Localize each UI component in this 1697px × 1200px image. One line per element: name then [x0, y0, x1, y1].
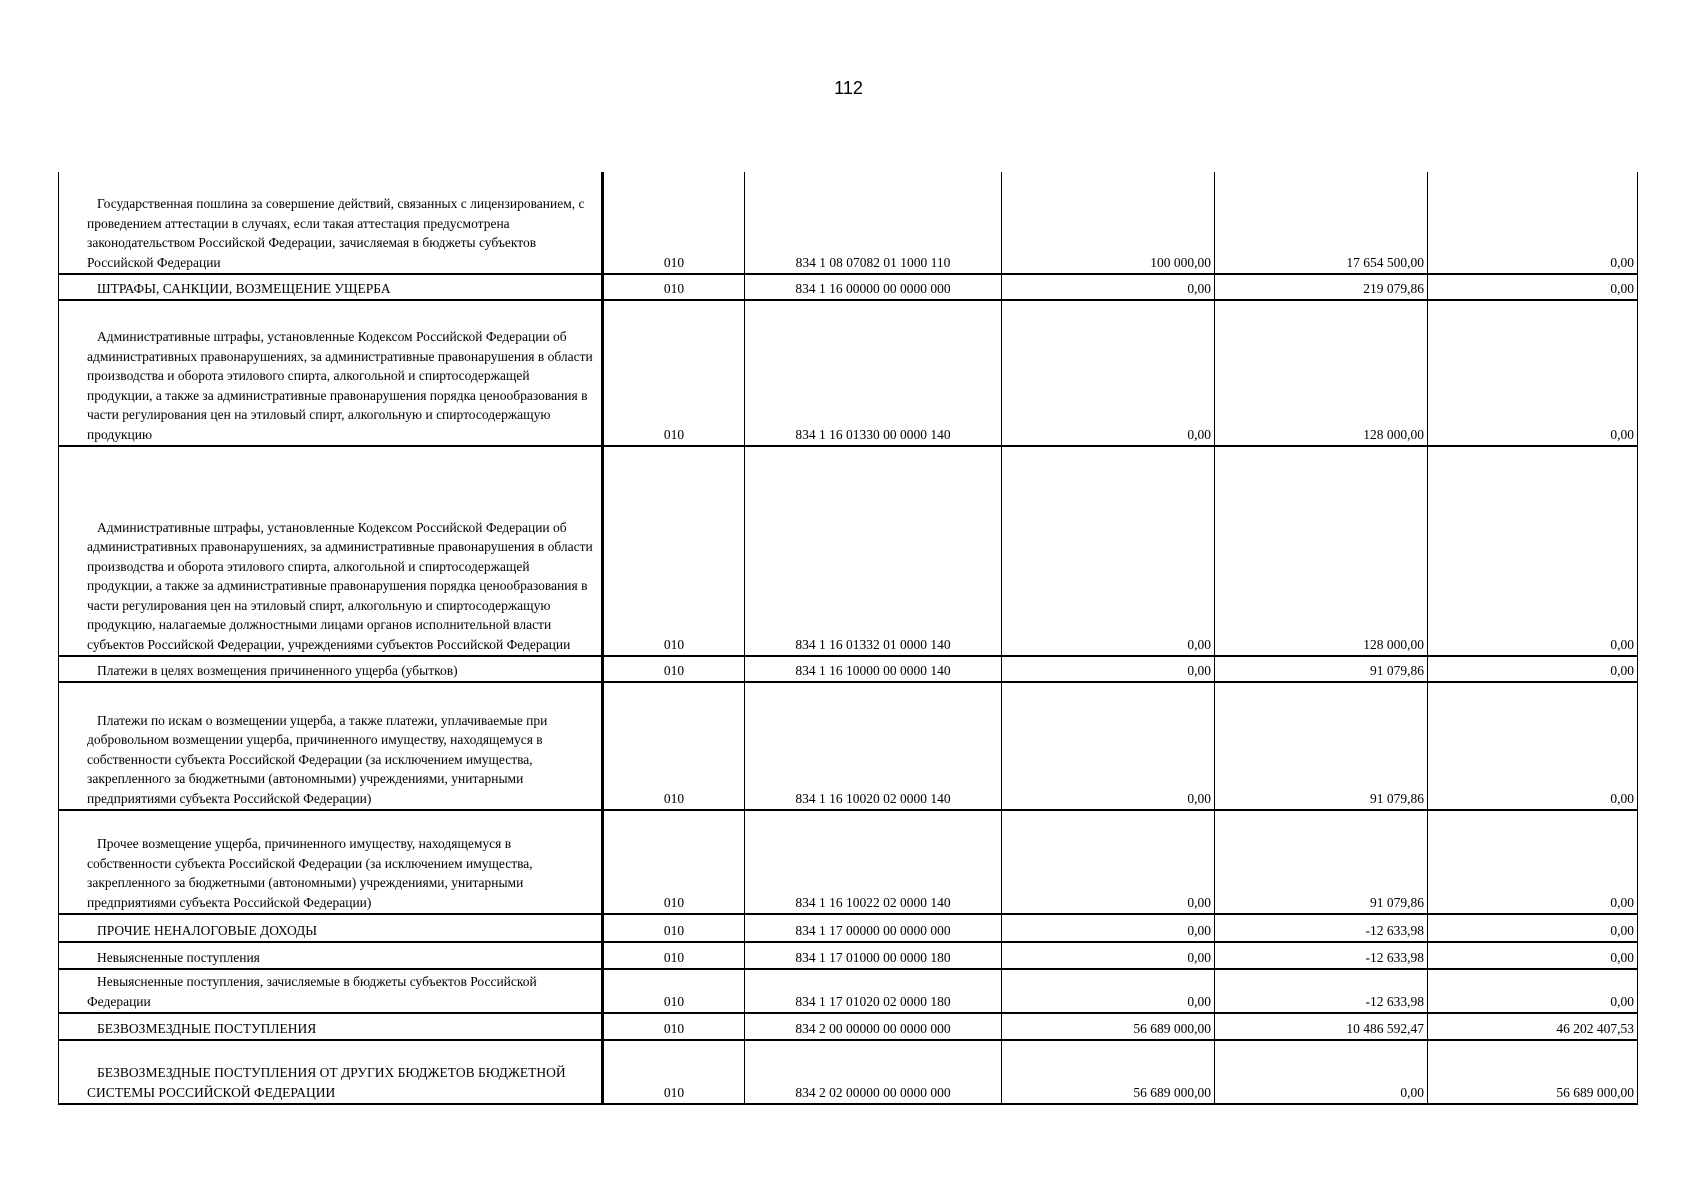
income-name-cell: Невыясненные поступления	[59, 942, 603, 969]
line-code-cell: 010	[603, 810, 745, 914]
unexecuted-amount-cell: 0,00	[1428, 300, 1638, 446]
line-code-cell: 010	[603, 172, 745, 274]
income-name-cell: Административные штрафы, установленные Кодексом Российской Федерации об административных правонарушениях, за административные правонарушения в области производства и оборота этилового спирта, алкогольной и спиртосодержащей продукции, а также за административные правонарушения порядка ценообразования в части регулирования цен на этиловый спирт, алкогольную и спиртосодержащую продукцию, налагаемые должностными лицами органов исполнительной власти субъектов Российской Федерации, учреждениями субъектов Российской Федерации	[59, 446, 603, 656]
approved-amount-cell: 0,00	[1002, 300, 1215, 446]
line-code-cell: 010	[603, 969, 745, 1013]
approved-amount-cell: 56 689 000,00	[1002, 1013, 1215, 1040]
approved-amount-cell: 0,00	[1002, 274, 1215, 300]
executed-amount-cell: 10 486 592,47	[1215, 1013, 1428, 1040]
executed-amount-cell: 91 079,86	[1215, 810, 1428, 914]
executed-amount-cell: -12 633,98	[1215, 914, 1428, 942]
budget-classification-code-cell: 834 1 16 10000 00 0000 140	[745, 656, 1002, 682]
unexecuted-amount-cell: 56 689 000,00	[1428, 1040, 1638, 1104]
table-row	[59, 172, 1638, 274]
page-number: 112	[834, 78, 863, 98]
executed-amount-cell: -12 633,98	[1215, 969, 1428, 1013]
table-row	[59, 300, 1638, 446]
budget-classification-code-cell: 834 1 08 07082 01 1000 110	[745, 172, 1002, 274]
line-code-cell: 010	[603, 446, 745, 656]
table-row	[59, 914, 1638, 942]
executed-amount-cell: 91 079,86	[1215, 656, 1428, 682]
line-code-cell: 010	[603, 300, 745, 446]
budget-classification-code-cell: 834 1 17 00000 00 0000 000	[745, 914, 1002, 942]
line-code-cell: 010	[603, 942, 745, 969]
income-name-cell: Невыясненные поступления, зачисляемые в бюджеты субъектов Российской Федерации	[59, 969, 603, 1013]
budget-table	[58, 172, 1638, 1105]
budget-classification-code-cell: 834 2 00 00000 00 0000 000	[745, 1013, 1002, 1040]
unexecuted-amount-cell: 0,00	[1428, 446, 1638, 656]
unexecuted-amount-cell: 0,00	[1428, 656, 1638, 682]
executed-amount-cell: -12 633,98	[1215, 942, 1428, 969]
approved-amount-cell: 100 000,00	[1002, 172, 1215, 274]
approved-amount-cell: 0,00	[1002, 656, 1215, 682]
unexecuted-amount-cell: 0,00	[1428, 969, 1638, 1013]
income-name-cell: ПРОЧИЕ НЕНАЛОГОВЫЕ ДОХОДЫ	[59, 914, 603, 942]
line-code-cell: 010	[603, 1013, 745, 1040]
unexecuted-amount-cell: 0,00	[1428, 914, 1638, 942]
budget-classification-code-cell: 834 2 02 00000 00 0000 000	[745, 1040, 1002, 1104]
unexecuted-amount-cell: 0,00	[1428, 682, 1638, 810]
budget-classification-code-cell: 834 1 16 10022 02 0000 140	[745, 810, 1002, 914]
approved-amount-cell: 56 689 000,00	[1002, 1040, 1215, 1104]
income-name-cell: Государственная пошлина за совершение действий, связанных с лицензированием, с проведением аттестации в случаях, если такая аттестация предусмотрена законодательством Российской Федерации, зачисляемая в бюджеты субъектов Российской Федерации	[59, 172, 603, 274]
table-row	[59, 682, 1638, 810]
budget-classification-code-cell: 834 1 16 01332 01 0000 140	[745, 446, 1002, 656]
approved-amount-cell: 0,00	[1002, 942, 1215, 969]
executed-amount-cell: 128 000,00	[1215, 300, 1428, 446]
executed-amount-cell: 17 654 500,00	[1215, 172, 1428, 274]
line-code-cell: 010	[603, 274, 745, 300]
budget-classification-code-cell: 834 1 17 01000 00 0000 180	[745, 942, 1002, 969]
income-name-cell: Административные штрафы, установленные Кодексом Российской Федерации об административных правонарушениях, за административные правонарушения в области производства и оборота этилового спирта, алкогольной и спиртосодержащей продукции, а также за административные правонарушения порядка ценообразования в части регулирования цен на этиловый спирт, алкогольную и спиртосодержащую продукцию	[59, 300, 603, 446]
budget-classification-code-cell: 834 1 16 00000 00 0000 000	[745, 274, 1002, 300]
unexecuted-amount-cell: 46 202 407,53	[1428, 1013, 1638, 1040]
unexecuted-amount-cell: 0,00	[1428, 274, 1638, 300]
table-row	[59, 969, 1638, 1013]
approved-amount-cell: 0,00	[1002, 446, 1215, 656]
income-name-cell: Платежи по искам о возмещении ущерба, а также платежи, уплачиваемые при добровольном возмещении ущерба, причиненного имуществу, находящемуся в собственности субъекта Российской Федерации (за исключением имущества, закрепленного за бюджетными (автономными) учреждениями, унитарными предприятиями субъекта Российской Федерации)	[59, 682, 603, 810]
table-row	[59, 942, 1638, 969]
unexecuted-amount-cell: 0,00	[1428, 942, 1638, 969]
line-code-cell: 010	[603, 656, 745, 682]
table-row	[59, 1040, 1638, 1104]
approved-amount-cell: 0,00	[1002, 810, 1215, 914]
table-row	[59, 446, 1638, 656]
table-row	[59, 274, 1638, 300]
line-code-cell: 010	[603, 682, 745, 810]
executed-amount-cell: 128 000,00	[1215, 446, 1428, 656]
unexecuted-amount-cell: 0,00	[1428, 810, 1638, 914]
table-row	[59, 656, 1638, 682]
income-name-cell: Прочее возмещение ущерба, причиненного имуществу, находящемуся в собственности субъекта Российской Федерации (за исключением имущества, закрепленного за бюджетными (автономными) учреждениями, унитарными предприятиями субъекта Российской Федерации)	[59, 810, 603, 914]
income-name-cell: Платежи в целях возмещения причиненного ущерба (убытков)	[59, 656, 603, 682]
executed-amount-cell: 0,00	[1215, 1040, 1428, 1104]
executed-amount-cell: 219 079,86	[1215, 274, 1428, 300]
income-name-cell: БЕЗВОЗМЕЗДНЫЕ ПОСТУПЛЕНИЯ	[59, 1013, 603, 1040]
income-name-cell: ШТРАФЫ, САНКЦИИ, ВОЗМЕЩЕНИЕ УЩЕРБА	[59, 274, 603, 300]
income-name-cell: БЕЗВОЗМЕЗДНЫЕ ПОСТУПЛЕНИЯ ОТ ДРУГИХ БЮДЖЕТОВ БЮДЖЕТНОЙ СИСТЕМЫ РОССИЙСКОЙ ФЕДЕРАЦИИ	[59, 1040, 603, 1104]
line-code-cell: 010	[603, 914, 745, 942]
budget-classification-code-cell: 834 1 16 10020 02 0000 140	[745, 682, 1002, 810]
executed-amount-cell: 91 079,86	[1215, 682, 1428, 810]
approved-amount-cell: 0,00	[1002, 682, 1215, 810]
line-code-cell: 010	[603, 1040, 745, 1104]
budget-classification-code-cell: 834 1 16 01330 00 0000 140	[745, 300, 1002, 446]
unexecuted-amount-cell: 0,00	[1428, 172, 1638, 274]
approved-amount-cell: 0,00	[1002, 969, 1215, 1013]
table-row	[59, 810, 1638, 914]
approved-amount-cell: 0,00	[1002, 914, 1215, 942]
table-row	[59, 1013, 1638, 1040]
budget-classification-code-cell: 834 1 17 01020 02 0000 180	[745, 969, 1002, 1013]
